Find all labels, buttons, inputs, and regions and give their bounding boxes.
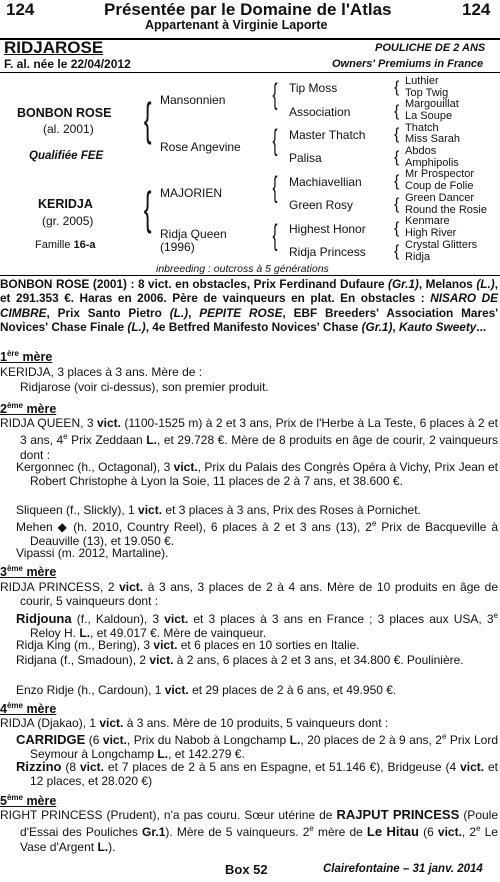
gen4-2: Top Twig — [405, 87, 449, 99]
brace-g4-8: { — [394, 243, 400, 260]
brace-g4-4: { — [394, 149, 400, 166]
brace-g3-4: { — [272, 219, 278, 252]
dam3-produce-4: Enzo Ridje (h., Cardoun), 1 vict. et 29 places de 2 à 6 ans, et 49.950 €. — [16, 683, 397, 697]
brace-g4-1: { — [394, 79, 400, 96]
gen4-14: High River — [405, 227, 457, 239]
dam-info: (gr. 2005) — [42, 214, 94, 228]
gen4-12: Round the Rosie — [405, 204, 487, 216]
page-title: Présentée par le Domaine de l'Atlas — [104, 0, 392, 19]
dam2-produce-2: Sliqueen (f., Slickly), 1 vict. et 3 places à 3 ans, Prix des Roses à Pornichet. — [16, 503, 421, 517]
gen2-4: Ridja Queen — [160, 227, 227, 241]
gen4-7: Abdos — [405, 145, 437, 157]
gen4-10: Coup de Folie — [405, 180, 474, 192]
sire-name: BONBON ROSE — [17, 106, 112, 120]
brace-g3-1: { — [272, 78, 278, 111]
gen4-5: Thatch — [405, 122, 439, 134]
gen4-16: Ridja — [405, 251, 431, 263]
section-5th-dam: 5ème mère — [0, 793, 57, 809]
gen2-3: MAJORIEN — [160, 186, 223, 200]
section-3rd-dam: 3ème mère — [0, 564, 57, 580]
dam2-produce-3: Mehen ◆ (h. 2010, Country Reel), 6 places à 2 et 3 ans (13), 2e Prix de Bacqueville à Deauville (13), et 19.050 €. — [16, 519, 498, 549]
brace-g3-2: { — [272, 124, 278, 157]
dam3-produce-3: Ridjana (f., Smadoun), 2 vict. à 2 ans, 6 places à 2 et 3 ans, et 34.800 €. Poulinière. — [16, 653, 464, 667]
gen3-1: Tip Moss — [289, 81, 338, 95]
brace-g3-3: { — [272, 171, 278, 204]
brace-g4-3: { — [394, 126, 400, 143]
sire-info: (al. 2001) — [43, 122, 94, 136]
birth-line: F. al. née le 22/04/2012 — [4, 57, 131, 71]
lot-number-right: 124 — [462, 0, 491, 19]
sex-age: POULICHE DE 2 ANS — [375, 42, 486, 54]
dam2-produce-1: Kergonnec (h., Octagonal), 3 vict., Prix du Palais des Congrès Opéra à Vichy, Prix Jean et Robert Christophe à Lyon la Soie, 11 places de 2 à 7 ans, et 38.600 €. — [16, 460, 498, 489]
gen4-8: Amphipolis — [405, 157, 459, 169]
gen4-11: Green Dancer — [405, 192, 475, 204]
dam-family: Famille 16-a — [35, 239, 96, 251]
gen4-4: La Soupe — [405, 110, 453, 122]
brace-sire: { — [143, 93, 152, 145]
premium-line: Owners' Premiums in France — [332, 58, 484, 70]
dam4-produce-2: Rizzino (8 vict. et 7 places de 2 à 5 ans en Espagne, et 51.146 €), Bridgeuse (4 vict. et 12 places, et 28.020 €) — [16, 759, 498, 789]
rule-under-pedigree — [0, 275, 500, 276]
sire-paragraph: BONBON ROSE (2001) : 8 vict. en obstacles, Prix Ferdinand Dufaure (Gr.1), Melanos (L.), et 291.353 €. Haras en 2006. Père de vainqueurs en plat. En obstacles : NISARO DE CIMBRE, Prix Santo Pietro (L.), PEPITE ROSE, EBF Breeders' Association Mares' Novices' Chase Finale (L.), 4e Betfred Manifesto Novices' Chase (Gr.1), Kauto Sweety... — [0, 277, 499, 335]
sale-info: Clairefontaine – 31 janv. 2014 — [323, 863, 483, 875]
brace-dam: { — [143, 182, 152, 234]
gen3-6: Green Rosy — [289, 198, 354, 212]
section-1st-dam: 1ère mère — [0, 349, 53, 365]
gen2-1: Mansonnien — [160, 93, 226, 107]
gen3-5: Machiavellian — [289, 175, 362, 189]
gen4-9: Mr Prospector — [405, 168, 475, 180]
gen3-8: Ridja Princess — [289, 245, 366, 259]
rule-under-name — [0, 72, 500, 73]
horse-name: RIDJAROSE — [4, 38, 104, 57]
dam4-produce-1: CARRIDGE (6 vict., Prix du Nabob à Longchamp L., 20 places de 2 à 9 ans, 2e Prix Lord Seymour à Longchamp L., et 142.279 €. — [16, 732, 499, 762]
dam-name: KERIDJA — [38, 197, 93, 211]
brace-g4-5: { — [394, 173, 400, 190]
brace-g4-6: { — [394, 196, 400, 213]
brace-g4-7: { — [394, 220, 400, 237]
dam2-text: RIDJA QUEEN, 3 vict. (1100-1525 m) à 2 et 3 ans, Prix de l'Herbe à La Teste, 6 places à 2 et 3 ans, 4e Prix Zeddaan L., et 29.728 €. Mère de 8 produits en âge de courir, 2 vainqueurs dont : — [0, 416, 498, 462]
box-number: Box 52 — [225, 862, 268, 877]
dam3-produce-2: Ridja King (m., Bering), 3 vict. et 6 places en 10 sorties en Italie. — [16, 638, 360, 652]
inbreeding-note: inbreeding : outcross à 5 générations — [156, 263, 329, 275]
section-4th-dam: 4ème mère — [0, 701, 57, 717]
gen3-2: Association — [289, 105, 351, 119]
gen3-3: Master Thatch — [289, 128, 366, 142]
dam3-text: RIDJA PRINCESS, 2 vict. à 3 ans, 3 places de 2 à 4 ans. Mère de 10 produits en âge de courir, 5 vainqueurs dont : — [0, 580, 498, 609]
dam5-text: RIGHT PRINCESS (Prudent), n'a pas couru. Sœur utérine de RAJPUT PRINCESS (Poule d'Essai des Pouliches Gr.1). Mère de 5 vainqueurs. 2e mère de Le Hitau (6 vict., 2e Le Vase d'Argent L.). — [0, 807, 499, 854]
dam3-produce-1: Ridjouna (f., Kaldoun), 3 vict. et 3 places à 3 ans en France ; 3 places aux USA, 3e Reloy H. L., et 49.017 €. Mère de vainqueur. — [16, 611, 498, 641]
gen2-2: Rose Angevine — [160, 140, 241, 154]
gen4-3: Margouillat — [405, 98, 459, 110]
dam4-text: RIDJA (Djakao), 1 vict. à 3 ans. Mère de 10 produits, 5 vainqueurs dont : — [0, 716, 389, 730]
gen2-4-year: (1996) — [160, 240, 195, 254]
brace-g4-2: { — [394, 103, 400, 120]
owner-line: Appartenant à Virginie Laporte — [145, 18, 328, 32]
gen4-1: Luthier — [405, 75, 439, 87]
lot-number-left: 124 — [6, 0, 35, 19]
dam2-produce-4: Vipassi (m. 2012, Martaline). — [16, 546, 169, 560]
section-2nd-dam: 2ème mère — [0, 401, 57, 417]
gen3-4: Palisa — [289, 151, 322, 165]
dam1-produce: Ridjarose (voir ci-dessus), son premier produit. — [20, 380, 269, 394]
gen3-7: Highest Honor — [289, 222, 366, 236]
sire-note: Qualifiée FEE — [29, 150, 104, 162]
gen4-6: Miss Sarah — [405, 133, 461, 145]
gen4-15: Crystal Glitters — [405, 239, 478, 251]
gen4-13: Kenmare — [405, 215, 450, 227]
dam1-text: KERIDJA, 3 places à 3 ans. Mère de : — [0, 365, 203, 379]
